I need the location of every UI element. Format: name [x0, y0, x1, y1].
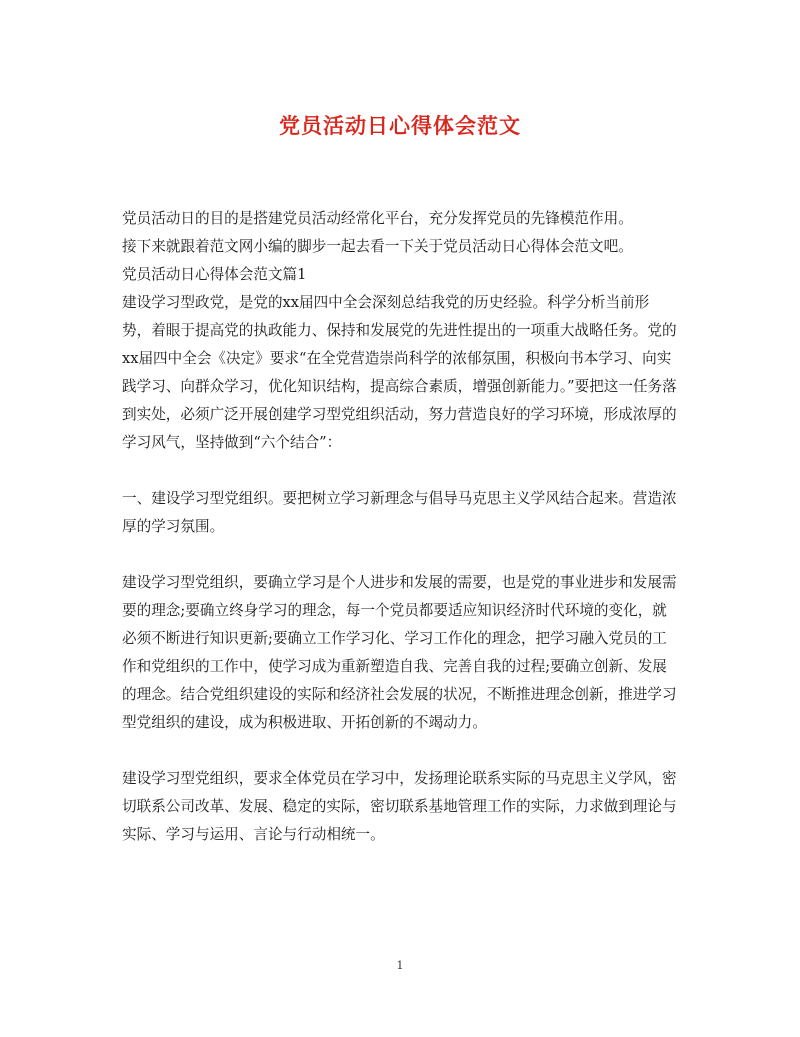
- document-body: [122, 205, 678, 849]
- body-paragraph: 建设学习型党组织，要确立学习是个人进步和发展的需要，也是党的事业进步和发展需要的理念;要确立终身学习的理念，每一个党员都要适应知识经济时代环境的变化，就必须不断进行知识更新;要确立工作学习化、学习工作化的理念，把学习融入党员的工作和党组织的工作中，使学习成为重新塑造自我、完善自我的过程;要确立创新、发展的理念。结合党组织建设的实际和经济社会发展的状况，不断推进理念创新，推进学习型党组织的建设，成为积极进取、开拓创新的不竭动力。: [122, 574, 677, 731]
- paragraph-spacer: [122, 541, 678, 569]
- page-number: 1: [396, 959, 404, 972]
- body-paragraph: 一、建设学习型党组织。要把树立学习新理念与倡导马克思主义学风结合起来。营造浓厚的学习氛围。: [122, 490, 677, 535]
- document-title: 党员活动日心得体会范文: [279, 113, 521, 138]
- body-paragraph: 建设学习型政党，是党的xx届四中全会深刻总结我党的历史经验。科学分析当前形势，着眼于提高党的执政能力、保持和发展党的先进性提出的一项重大战略任务。党的xx届四中全会《决定》要求“在全党营造崇尚科学的浓郁氛围，积极向书本学习、向实践学习、向群众学习，优化知识结构，提高综合素质，增强创新能力。”要把这一任务落到实处，必须广泛开展创建学习型党组织活动，努力营造良好的学习环境，形成浓厚的学习风气，坚持做到“六个结合”：: [122, 294, 677, 451]
- paragraph-spacer: [122, 457, 678, 485]
- body-paragraph: 建设学习型党组织，要求全体党员在学习中，发扬理论联系实际的马克思主义学风，密切联系公司改革、发展、稳定的实际，密切联系基地管理工作的实际，力求做到理论与实际、学习与运用、言论与行动相统一。: [122, 770, 677, 843]
- paragraph-spacer: [122, 737, 678, 765]
- intro-line: 接下来就跟着范文网小编的脚步一起去看一下关于党员活动日心得体会范文吧。: [122, 238, 633, 255]
- intro-line: 党员活动日的目的是搭建党员活动经常化平台，充分发挥党员的先锋模范作用。: [122, 210, 633, 227]
- section-heading: 党员活动日心得体会范文篇1: [122, 266, 307, 283]
